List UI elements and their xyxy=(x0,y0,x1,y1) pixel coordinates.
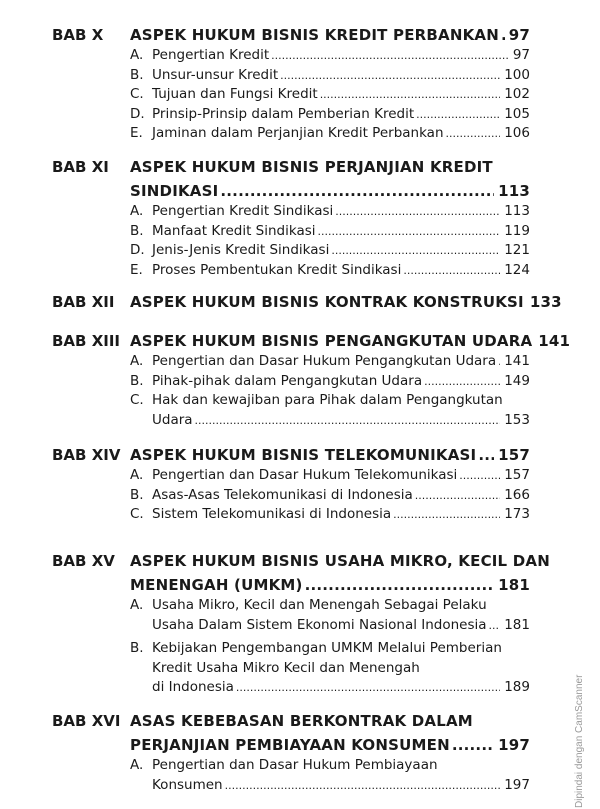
section-item xyxy=(130,222,530,242)
section-text: Kebijakan Pengembangan UMKM Melalui Pemberian xyxy=(152,640,502,656)
chapter-label: BAB XI xyxy=(52,158,109,176)
section-line xyxy=(152,486,530,506)
section-text: Kredit Usaha Mikro Kecil dan Menengah xyxy=(152,659,420,676)
section-letter: E. xyxy=(130,125,143,141)
section-text: Konsumen xyxy=(152,776,223,793)
page-number: 100 xyxy=(504,66,530,83)
page-number: 173 xyxy=(504,506,530,522)
section-line xyxy=(152,222,530,242)
chapter-label: BAB XIV xyxy=(52,446,121,464)
title-text: ASAS KEBEBASAN BERKONTRAK DALAM xyxy=(130,712,473,730)
title-line xyxy=(130,24,530,46)
section-item xyxy=(130,505,530,525)
section-list xyxy=(130,466,530,525)
section-item xyxy=(130,466,530,486)
section-letter: A. xyxy=(130,597,144,613)
section-item xyxy=(130,639,530,698)
section-list xyxy=(130,596,530,698)
page-number: 121 xyxy=(504,242,530,258)
section-list xyxy=(130,202,530,280)
section-line xyxy=(152,241,530,261)
section-text: Hak dan kewajiban para Pihak dalam Pengangkutan xyxy=(152,392,503,408)
dot-leader xyxy=(452,734,494,756)
section-text: Jaminan dalam Perjanjian Kredit Perbankan xyxy=(152,125,444,141)
section-text: Pengertian Kredit Sindikasi xyxy=(152,203,334,219)
section-line xyxy=(152,776,530,796)
section-line xyxy=(152,616,530,636)
title-line xyxy=(130,156,530,178)
page-number: 133 xyxy=(529,293,562,311)
section-text: Pihak-pihak dalam Pengangkutan Udara xyxy=(152,372,423,389)
dot-leader xyxy=(331,241,500,261)
section-text: Pengertian dan Dasar Hukum Pembiayaan xyxy=(152,757,438,773)
chapter-title xyxy=(130,550,550,596)
section-letter: B. xyxy=(130,640,144,656)
section-text: Usaha Dalam Sistem Ekonomi Nasional Indonesia xyxy=(152,616,487,633)
section-letter: A. xyxy=(130,47,144,63)
section-text: Proses Pembentukan Kredit Sindikasi xyxy=(152,261,402,278)
section-line xyxy=(152,372,530,392)
title-line xyxy=(130,550,550,572)
section-line xyxy=(152,85,530,105)
section-letter: A. xyxy=(130,353,144,369)
page-number: 181 xyxy=(504,616,530,633)
section-text: Pengertian Kredit xyxy=(152,47,270,63)
page-number: 197 xyxy=(498,736,530,754)
page-number: 113 xyxy=(498,182,530,200)
section-text: Pengertian dan Dasar Hukum Pengangkutan Udara xyxy=(152,353,497,369)
page-number: 105 xyxy=(504,105,530,122)
dot-leader xyxy=(220,180,494,202)
section-letter: C. xyxy=(130,506,144,522)
dot-leader xyxy=(320,85,501,105)
dot-leader xyxy=(459,466,500,486)
title-text: PERJANJIAN PEMBIAYAAN KONSUMEN xyxy=(130,736,450,754)
section-text: Manfaat Kredit Sindikasi xyxy=(152,222,316,239)
section-letter: A. xyxy=(130,757,144,773)
section-text: Pengertian dan Dasar Hukum Telekomunikasi xyxy=(152,467,458,483)
section-item xyxy=(130,486,530,506)
chapter-title xyxy=(130,330,571,352)
title-line xyxy=(130,710,530,732)
section-item xyxy=(130,46,530,66)
title-line xyxy=(130,444,530,466)
page-number: 166 xyxy=(504,486,530,503)
section-text: Asas-Asas Telekomunikasi di Indonesia xyxy=(152,486,413,503)
page-number: 181 xyxy=(498,576,530,594)
page-number: 141 xyxy=(538,332,571,350)
title-text: ASPEK HUKUM BISNIS PENGANGKUTAN UDARA xyxy=(130,332,533,350)
chapter-label: BAB XVI xyxy=(52,712,121,730)
scanner-watermark: Dipindai dengan CamScanner xyxy=(574,674,585,808)
section-letter: C. xyxy=(130,392,144,408)
section-text: Tujuan dan Fungsi Kredit xyxy=(152,86,318,102)
section-letter: B. xyxy=(130,372,144,389)
chapter-label: BAB XV xyxy=(52,552,115,570)
dot-leader xyxy=(195,411,501,431)
section-line xyxy=(152,639,530,659)
section-line xyxy=(152,391,530,411)
title-line xyxy=(130,330,571,352)
chapter-label: BAB XII xyxy=(52,293,115,311)
section-line xyxy=(152,659,530,679)
page-number: 97 xyxy=(508,26,530,44)
chapter-title xyxy=(130,291,562,313)
dot-leader xyxy=(318,222,501,242)
section-list xyxy=(130,756,530,795)
section-item xyxy=(130,124,530,144)
section-item xyxy=(130,261,530,281)
title-text: MENENGAH (UMKM) xyxy=(130,576,303,594)
page-number: 197 xyxy=(504,776,530,793)
section-text: Usaha Mikro, Kecil dan Menengah Sebagai Pelaku xyxy=(152,597,487,613)
section-text: Prinsip-Prinsip dalam Pemberian Kredit xyxy=(152,105,415,122)
section-text: Sistem Telekomunikasi di Indonesia xyxy=(152,506,392,522)
section-line xyxy=(152,466,530,486)
dot-leader xyxy=(403,261,500,281)
section-letter: D. xyxy=(130,242,145,258)
section-line xyxy=(152,105,530,125)
section-letter: A. xyxy=(130,467,144,483)
dot-leader xyxy=(498,352,500,372)
section-line xyxy=(152,124,530,144)
dot-leader xyxy=(271,46,509,66)
section-item xyxy=(130,202,530,222)
page-number: 157 xyxy=(498,446,530,464)
dot-leader xyxy=(280,66,500,86)
section-line xyxy=(152,352,530,372)
section-line xyxy=(152,66,530,86)
page-number: 106 xyxy=(504,125,530,141)
section-list xyxy=(130,46,530,144)
dot-leader xyxy=(236,678,500,698)
title-text: ASPEK HUKUM BISNIS KREDIT PERBANKAN xyxy=(130,26,499,44)
dot-leader xyxy=(501,24,505,46)
dot-leader xyxy=(489,616,501,636)
section-item xyxy=(130,391,530,430)
section-text: Jenis-Jenis Kredit Sindikasi xyxy=(152,242,330,258)
dot-leader xyxy=(335,202,500,222)
section-letter: D. xyxy=(130,105,145,122)
section-item xyxy=(130,352,530,372)
dot-leader xyxy=(225,776,501,796)
dot-leader xyxy=(415,486,500,506)
section-list xyxy=(130,352,530,430)
chapter-label: BAB XIII xyxy=(52,332,121,350)
chapter-label: BAB X xyxy=(52,26,104,44)
section-line xyxy=(152,596,530,616)
section-line xyxy=(152,261,530,281)
chapter-title xyxy=(130,24,530,46)
title-text: SINDIKASI xyxy=(130,182,219,200)
dot-leader xyxy=(393,505,500,525)
dot-leader xyxy=(424,372,500,392)
title-text: ASPEK HUKUM BISNIS KONTRAK KONSTRUKSI xyxy=(130,293,524,311)
page-number: 149 xyxy=(504,372,530,389)
page-number: 113 xyxy=(504,203,530,219)
title-text: ASPEK HUKUM BISNIS USAHA MIKRO, KECIL DAN xyxy=(130,552,550,570)
section-letter: B. xyxy=(130,222,144,239)
section-item xyxy=(130,66,530,86)
page-number: 157 xyxy=(504,467,530,483)
section-line xyxy=(152,678,530,698)
page-number: 124 xyxy=(504,261,530,278)
page-number: 97 xyxy=(512,47,530,63)
section-item xyxy=(130,105,530,125)
title-line xyxy=(130,574,530,596)
page-number: 141 xyxy=(504,353,530,369)
section-text: Unsur-unsur Kredit xyxy=(152,66,279,83)
section-item xyxy=(130,372,530,392)
page-number: 102 xyxy=(504,86,530,102)
chapter-title xyxy=(130,710,530,756)
section-line xyxy=(152,202,530,222)
chapter-title xyxy=(130,444,530,466)
title-text: ASPEK HUKUM BISNIS PERJANJIAN KREDIT xyxy=(130,158,493,176)
title-line xyxy=(130,180,530,202)
dot-leader xyxy=(478,444,494,466)
page-number: 189 xyxy=(504,679,530,695)
dot-leader xyxy=(416,105,500,125)
section-letter: B. xyxy=(130,486,144,503)
title-line xyxy=(130,734,530,756)
section-line xyxy=(152,46,530,66)
page-number: 119 xyxy=(504,222,530,239)
title-text: ASPEK HUKUM BISNIS TELEKOMUNIKASI xyxy=(130,446,477,464)
section-text: Udara xyxy=(152,411,193,428)
section-item xyxy=(130,756,530,795)
section-letter: A. xyxy=(130,203,144,219)
section-text: di Indonesia xyxy=(152,679,234,695)
title-line xyxy=(130,291,562,313)
section-letter: E. xyxy=(130,261,143,278)
section-line xyxy=(152,411,530,431)
section-line xyxy=(152,505,530,525)
section-item xyxy=(130,596,530,635)
page-number: 153 xyxy=(504,411,530,428)
section-line xyxy=(152,756,530,776)
section-item xyxy=(130,241,530,261)
dot-leader xyxy=(305,574,494,596)
dot-leader xyxy=(446,124,501,144)
section-letter: B. xyxy=(130,66,144,83)
chapter-title xyxy=(130,156,530,202)
section-item xyxy=(130,85,530,105)
section-letter: C. xyxy=(130,86,144,102)
